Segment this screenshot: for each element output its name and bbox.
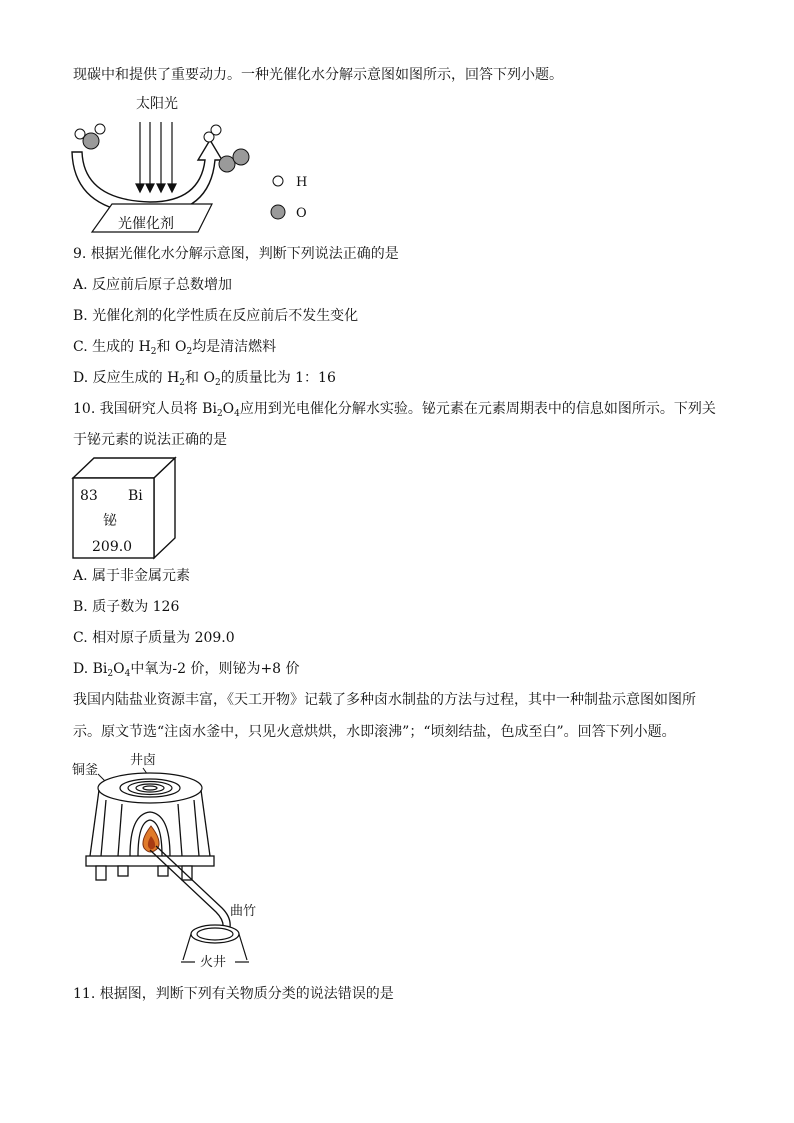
q10-option-c: C. 相对原子质量为 209.0 — [73, 630, 235, 646]
flame-icon — [143, 826, 159, 852]
element-symbol: Bi — [128, 488, 143, 504]
label-copper-pot: 铜釜 — [72, 763, 99, 778]
legend-h-label: H — [296, 175, 308, 190]
q9-stem: 9. 根据光催化水分解示意图，判断下列说法正确的是 — [73, 246, 399, 262]
label-fire-well: 火井 — [200, 955, 227, 970]
q11-stem: 11. 根据图，判断下列有关物质分类的说法错误的是 — [73, 986, 394, 1002]
sunlight-arrows — [136, 122, 176, 192]
q9-option-d: D. 反应生成的 $H_2$和 $O_2$的质量比为 1：16 — [73, 370, 336, 388]
oxygen-molecule-product — [219, 149, 249, 172]
q9-option-c: C. 生成的 $H_2$和 $O_2$均是清洁燃料 — [73, 339, 277, 357]
q10-option-d: D. $Bi_2O_4$中氧为-2 价，则铋为+8 价 — [73, 661, 300, 679]
photocatalysis-diagram — [70, 90, 350, 240]
legend-o-label: O — [296, 206, 307, 221]
sunlight-label: 太阳光 — [136, 96, 178, 112]
label-bamboo-pipe: 曲竹 — [230, 904, 257, 919]
legend-o-icon — [271, 205, 285, 219]
bismuth-element-card — [72, 456, 182, 560]
catalyst-label: 光催化剂 — [118, 216, 174, 232]
element-atomic-mass: 209.0 — [92, 539, 133, 555]
label-brine: 井卤 — [130, 753, 157, 768]
q9-option-b: B. 光催化剂的化学性质在反应前后不发生变化 — [73, 308, 359, 324]
intro-text: 现碳中和提供了重要动力。一种光催化水分解示意图如图所示，回答下列小题。 — [73, 67, 563, 83]
passage-line1: 我国内陆盐业资源丰富，《天工开物》记载了多种卤水制盐的方法与过程，其中一种制盐示意图如图所 — [73, 692, 696, 708]
element-atomic-number: 83 — [80, 488, 98, 504]
element-name: 铋 — [103, 513, 117, 529]
q10-option-a: A. 属于非金属元素 — [73, 568, 191, 584]
q10-stem-line1: 10. 我国研究人员将 $Bi_2O_4$应用到光电催化分解水实验。铋元素在元素周期表中的信息如图所示。下列关 — [73, 401, 716, 419]
salt-making-diagram — [70, 748, 270, 973]
passage-line2: 示。原文节选“注卤水釜中，只见火意烘烘，水即滚沸”；“顷刻结盐，色成至白”。回答下列小题。 — [73, 724, 676, 740]
q10-option-b: B. 质子数为 126 — [73, 599, 180, 615]
q10-stem-line2: 于铋元素的说法正确的是 — [73, 432, 227, 448]
water-molecule-reactant — [75, 124, 105, 149]
legend-h-icon — [273, 176, 283, 186]
hydrogen-molecule-product — [204, 125, 221, 142]
copper-pot — [98, 773, 202, 803]
q9-option-a: A. 反应前后原子总数增加 — [73, 277, 233, 293]
reaction-curve-arrow — [72, 140, 222, 214]
